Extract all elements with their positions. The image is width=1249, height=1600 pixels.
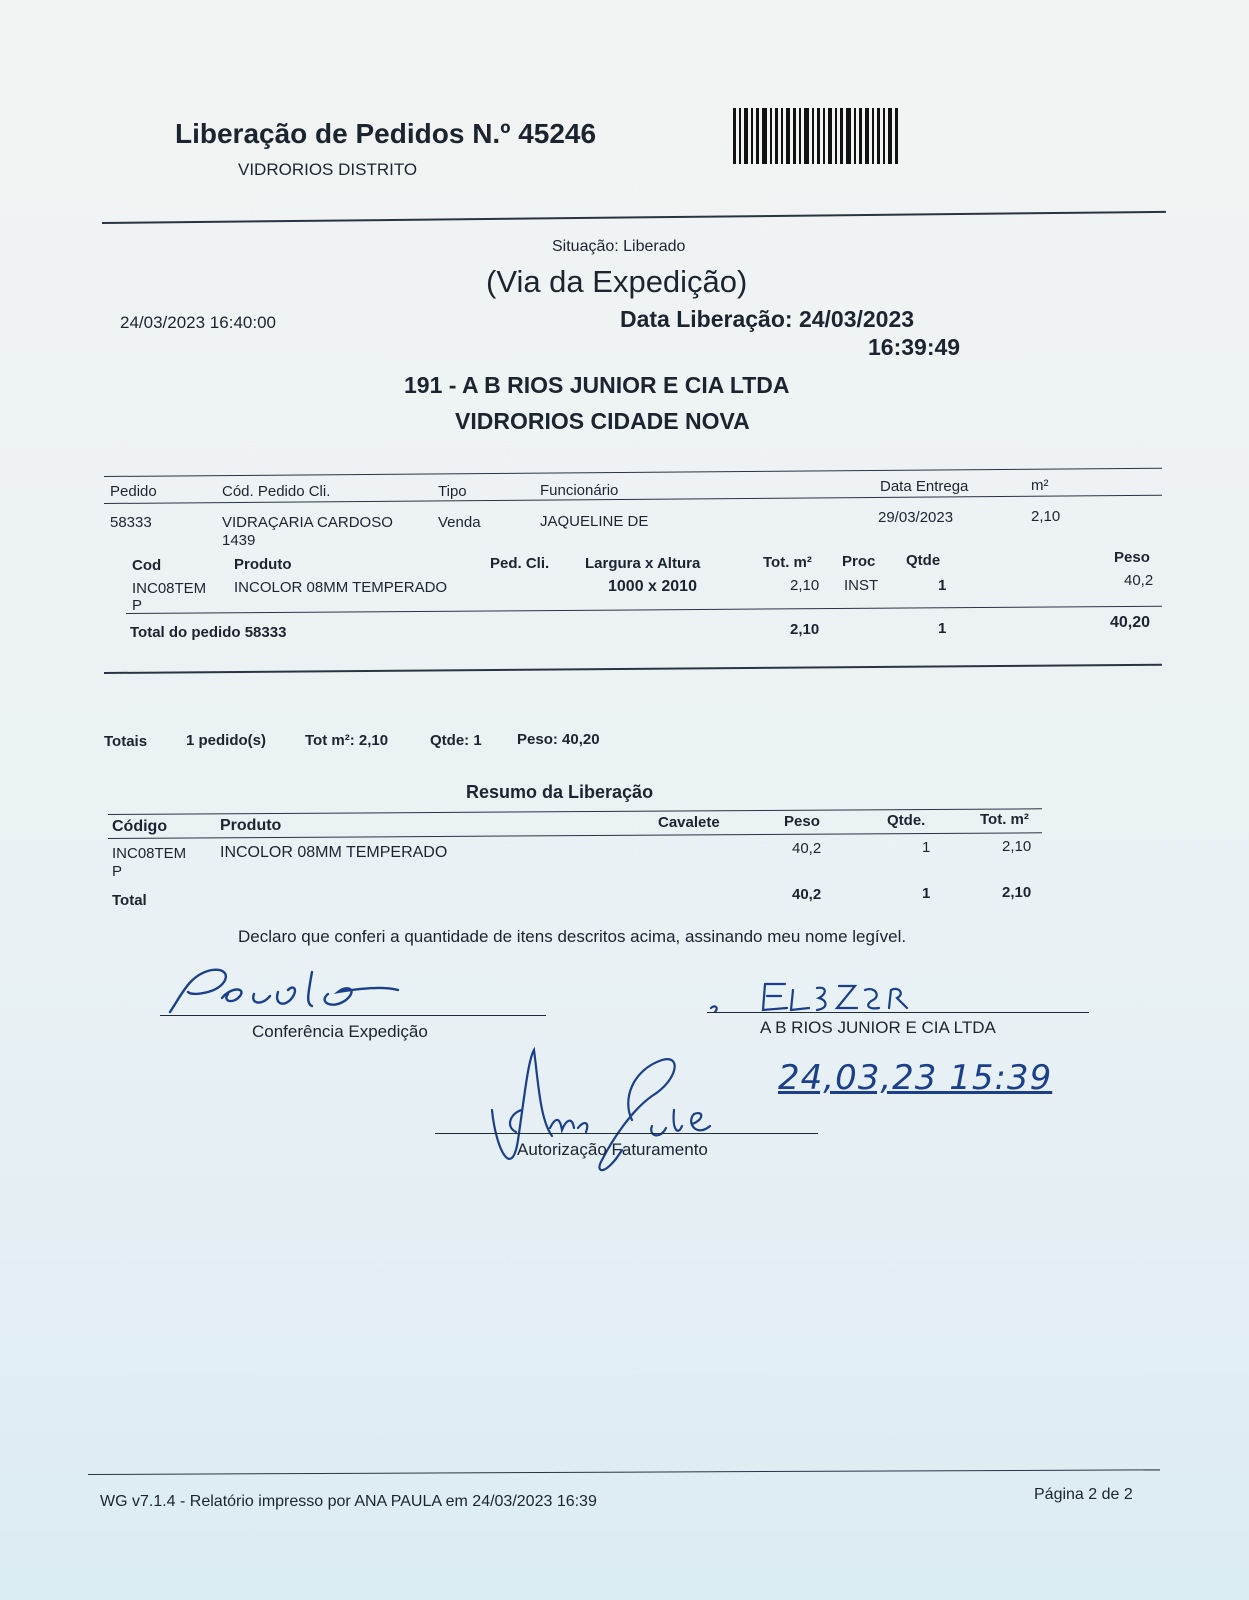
signature-right-label: A B RIOS JUNIOR E CIA LTDA	[760, 1018, 996, 1037]
item-tot-m2: 2,10	[790, 577, 820, 594]
item-product: INCOLOR 08MM TEMPERADO	[234, 579, 448, 596]
item-col-peso: Peso	[1114, 549, 1150, 566]
summary-produto: INCOLOR 08MM TEMPERADO	[220, 844, 448, 861]
order-table-top-line	[104, 468, 1162, 477]
status-text: Situação: Liberado	[552, 238, 686, 255]
col-pedido: Pedido	[110, 483, 157, 500]
order-employee: JAQUELINE DE	[540, 513, 649, 530]
col-cod-pedido-cli: Cód. Pedido Cli.	[222, 483, 331, 500]
summary-qtde: 1	[922, 839, 931, 856]
order-type: Venda	[438, 514, 481, 531]
print-datetime: 24/03/2023 16:40:00	[120, 313, 276, 332]
order-total-peso: 40,20	[1110, 614, 1151, 631]
order-total-m2: 2,10	[790, 621, 820, 638]
signature-center-line	[435, 1133, 818, 1134]
company-name: VIDRORIOS DISTRITO	[238, 160, 418, 179]
signature-left-line	[160, 1015, 546, 1016]
item-peso: 40,2	[1124, 572, 1154, 589]
item-col-tot-m2: Tot. m²	[763, 554, 812, 571]
summary-col-codigo: Código	[112, 818, 168, 835]
signature-left-label: Conferência Expedição	[252, 1022, 428, 1041]
order-delivery-date: 29/03/2023	[878, 509, 954, 526]
footer-page-number: Página 2 de 2	[1034, 1486, 1133, 1503]
item-col-dims: Largura x Altura	[585, 555, 701, 572]
release-date: Data Liberação: 24/03/2023	[620, 306, 915, 332]
order-number: 58333	[110, 514, 152, 531]
summary-codigo: INC08TEM	[112, 845, 187, 862]
item-total-line	[126, 606, 1162, 614]
summary-col-tot-m2: Tot. m²	[980, 811, 1029, 828]
item-col-proc: Proc	[842, 553, 876, 570]
copy-label: (Via da Expedição)	[486, 264, 748, 299]
item-cod-2: P	[132, 597, 143, 614]
totals-label: Totais	[104, 733, 148, 750]
summary-tot-m2: 2,10	[1002, 838, 1032, 855]
barcode	[733, 108, 923, 164]
totals-pedidos: 1 pedido(s)	[186, 732, 267, 749]
summary-codigo-2: P	[112, 863, 123, 880]
item-qtde: 1	[938, 577, 947, 594]
signature-center-label: Autorização Faturamento	[517, 1140, 708, 1159]
order-total-label: Total do pedido 58333	[130, 624, 287, 641]
col-tipo: Tipo	[438, 483, 467, 500]
summary-col-produto: Produto	[220, 817, 282, 834]
summary-peso: 40,2	[792, 840, 822, 857]
document-title: Liberação de Pedidos N.º 45246	[175, 118, 597, 149]
col-m2: m²	[1031, 477, 1049, 494]
totals-qtde: Qtde: 1	[430, 732, 482, 749]
totals-peso: Peso: 40,20	[517, 731, 600, 748]
client-store: VIDRORIOS CIDADE NOVA	[455, 408, 750, 434]
item-col-produto: Produto	[234, 556, 292, 573]
order-client-code: VIDRAÇARIA CARDOSO	[222, 514, 393, 531]
item-col-qtde: Qtde	[906, 552, 941, 569]
signature-right-line	[707, 1012, 1089, 1013]
footer-divider	[88, 1469, 1160, 1475]
totals-m2: Tot m²: 2,10	[305, 732, 389, 749]
summary-col-peso: Peso	[784, 813, 820, 830]
item-dims: 1000 x 2010	[608, 578, 697, 595]
item-proc: INST	[844, 577, 879, 594]
order-total-qtde: 1	[938, 620, 947, 637]
client-name: 191 - A B RIOS JUNIOR E CIA LTDA	[404, 372, 790, 398]
release-time: 16:39:49	[868, 334, 961, 360]
summary-total-m2: 2,10	[1002, 884, 1032, 901]
summary-col-qtde: Qtde.	[887, 812, 926, 829]
order-m2: 2,10	[1031, 508, 1061, 525]
declaration-text: Declaro que conferi a quantidade de itens descritos acima, assinando meu nome legível.	[238, 927, 907, 946]
summary-total-peso: 40,2	[792, 886, 822, 903]
item-col-cod: Cod	[132, 557, 162, 574]
summary-total-qtde: 1	[922, 885, 931, 902]
item-col-ped-cli: Ped. Cli.	[490, 555, 550, 572]
col-funcionario: Funcionário	[540, 482, 619, 499]
item-cod: INC08TEM	[132, 580, 207, 597]
footer-printed-by: WG v7.1.4 - Relatório impresso por ANA PAULA em 24/03/2023 16:39	[100, 1493, 597, 1510]
summary-col-cavalete: Cavalete	[658, 814, 720, 831]
signature-right-date: 24,03,23 15:39	[778, 1058, 1053, 1098]
order-client-code-2: 1439	[222, 532, 256, 549]
order-table-bottom-line	[104, 664, 1162, 674]
col-data-entrega: Data Entrega	[880, 478, 969, 495]
summary-total-label: Total	[112, 892, 147, 909]
summary-title: Resumo da Liberação	[466, 782, 654, 802]
header-divider	[102, 211, 1166, 224]
